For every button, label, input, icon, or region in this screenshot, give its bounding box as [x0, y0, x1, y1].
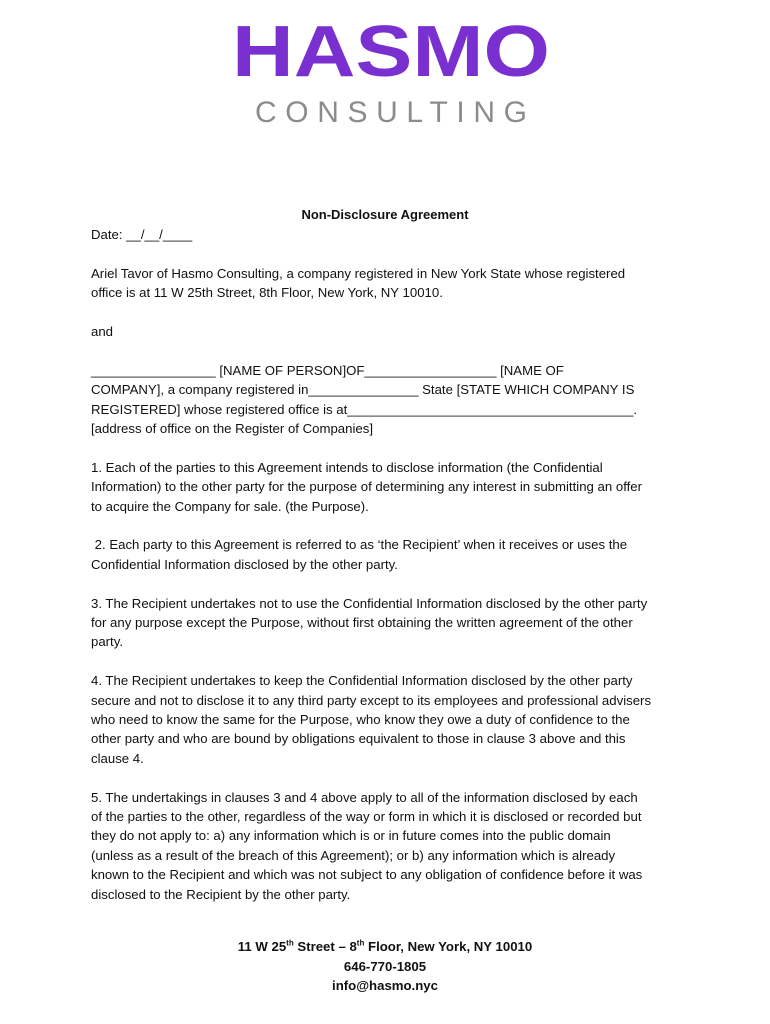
clause-4: [91, 671, 691, 768]
clause-5: [91, 788, 691, 904]
text-line: secure and not to disclose it to any third party except to its employees and professional advisers: [91, 692, 652, 708]
logo-graphic: [226, 14, 556, 134]
logo-brand-text: HASMO: [232, 14, 550, 92]
text-line: for any purpose except the Purpose, without first obtaining the written agreement of the other: [91, 615, 633, 631]
text-line: Ariel Tavor of Hasmo Consulting, a company registered in New York State whose registered: [91, 265, 626, 281]
text-line: to acquire the Company for sale. (the Purpose).: [91, 498, 369, 514]
text-line: 4. The Recipient undertakes to keep the Confidential Information disclosed by the other party: [91, 673, 633, 689]
logo-tagline-text: CONSULTING: [255, 96, 527, 129]
text-line: Information) to the other party for the purpose of determining any interest in submitting an offer: [91, 479, 643, 495]
text-line: other party and who are bound by obligations equivalent to those in clause 3 above and this: [91, 731, 626, 747]
text-line: Confidential Information disclosed by the other party.: [91, 556, 398, 572]
footer-phone: 646-770-1805: [343, 958, 427, 974]
text-line: COMPANY], a company registered in_______________ State [STATE WHICH COMPANY IS: [91, 382, 635, 398]
date-line: Date: __/__/____: [91, 227, 193, 242]
text-line: (unless as a result of the breach of this Agreement); or b) any information which is already: [91, 847, 616, 863]
document-body: [91, 225, 691, 923]
address-part: 11 W 25: [237, 939, 287, 954]
text-line: clause 4.: [91, 750, 144, 766]
text-line: _________________ [NAME OF PERSON]OF__________________ [NAME OF: [91, 362, 564, 378]
text-line: 2. Each party to this Agreement is referred to as ‘the Recipient’ when it receives or uses the: [91, 537, 628, 553]
text-line: 3. The Recipient undertakes not to use the Confidential Information disclosed by the other party: [91, 595, 648, 611]
ordinal-suffix: th: [356, 938, 365, 948]
text-line: party.: [91, 634, 124, 650]
intro-paragraph: [91, 264, 691, 303]
clause-1: [91, 458, 691, 516]
footer-address: [0, 937, 770, 957]
clause-2: [91, 535, 691, 574]
document-footer: [0, 937, 770, 996]
text-line: known to the Recipient and which was not subject to any obligation of confidence before it was: [91, 867, 643, 883]
text-line: 1. Each of the parties to this Agreement intends to disclose information (the Confidential: [91, 459, 603, 475]
and-line: and: [91, 324, 114, 339]
ordinal-suffix: th: [286, 938, 294, 948]
document-title: Non-Disclosure Agreement: [301, 207, 469, 222]
text-line: disclosed to the Recipient by the other party.: [91, 886, 351, 902]
text-line: [address of office on the Register of Companies]: [91, 421, 373, 437]
text-line: REGISTERED] whose registered office is at_______________________________________.: [91, 401, 637, 417]
text-line: of the parties to the other, regardless of the way or form in which it is disclosed or recorded but: [91, 809, 642, 825]
address-part: Floor, New York, NY 10010: [364, 939, 533, 954]
text-line: office is at 11 W 25th Street, 8th Floor, New York, NY 10010.: [91, 285, 443, 301]
text-line: who need to know the same for the Purpose, who know they owe a duty of confidence to the: [91, 712, 630, 728]
clause-3: [91, 594, 691, 652]
text-line: 5. The undertakings in clauses 3 and 4 above apply to all of the information disclosed by each: [91, 789, 638, 805]
party-paragraph: [91, 361, 691, 439]
address-part: Street – 8: [293, 939, 357, 954]
footer-email: info@hasmo.nyc: [332, 978, 438, 993]
text-line: they do not apply to: a) any information which is or in future comes into the public domain: [91, 828, 611, 844]
hasmo-consulting-logo: [226, 14, 556, 134]
